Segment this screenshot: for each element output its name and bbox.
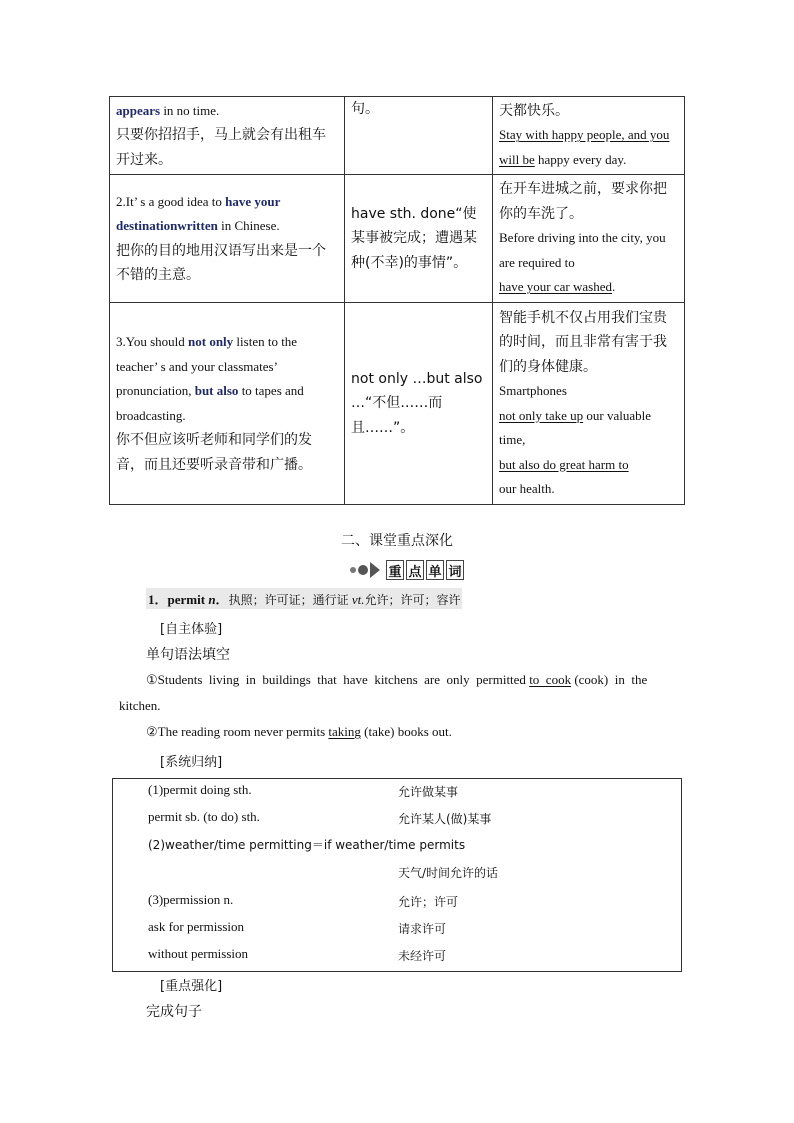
table-cell: appears in no time. 只要你招招手，马上就会有出租车开过来。 [110,97,345,175]
summary-cn: 允许做某事 [398,785,459,799]
summary-cn: 未经许可 [398,949,447,963]
system-summary-label: [系统归纳] [160,755,223,770]
summary-cn: 天气/时间允许的话 [398,866,499,880]
banner-char: 点 [406,560,424,580]
key-words-banner [350,558,464,582]
entry-heading: 1．permit n．执照；许可证；通行证 vt.允许；许可；容许 [146,588,462,609]
table-cell: not only …but also …“不但……而且……”。 [345,303,493,505]
table-row [110,303,685,505]
answer: taking [328,724,361,739]
strengthen-label: [重点强化] [160,979,223,994]
vocab-table [109,96,685,505]
self-experience-label: [自主体验] [160,622,223,637]
summary-en: (3)permission n. [148,892,234,907]
question-2: ②The reading room never permits taking (take) books out. [146,724,452,739]
keyword: but also [194,383,239,398]
summary-cn: 允许；许可 [398,895,459,909]
dot-icon [350,567,356,573]
dot-icon [358,565,368,575]
banner-char: 词 [446,560,464,580]
table-cell: have sth. done“使某事被完成；遭遇某种(不幸)的事情”。 [345,175,493,303]
summary-en: without permission [148,946,249,961]
summary-en: (2)weather/time permitting＝if weather/time permits [148,838,466,852]
table-row [110,175,685,303]
entry-word: permit [167,592,206,607]
summary-en: ask for permission [148,919,245,934]
summary-en: permit sb. (to do) sth. [148,809,260,824]
summary-box [112,778,682,972]
table-cell: 在开车进城之前，要求你把你的车洗了。 Before driving into the city, you are required to have your car washed. [493,175,685,303]
complete-sentences-title: 完成句子 [146,1004,202,1020]
answer: to cook [529,672,572,687]
section-title: 二、课堂重点深化 [341,533,453,549]
question-1-cont: kitchen. [119,698,161,713]
banner-char: 重 [386,560,404,580]
keyword: appears [116,102,161,118]
arrow-icon [370,562,380,578]
table-cell: 句。 [345,97,493,175]
table-cell: 2.It’ s a good idea to have your destinationwritten in Chinese. 把你的目的地用汉语写出来是一个不错的主意。 [110,175,345,303]
table-cell: 智能手机不仅占用我们宝贵的时间，而且非常有害于我们的身体健康。 Smartphones not only take up our valuable time, but also do great harm to our health. [493,303,685,505]
table-cell: 3.You should not only listen to the teacher’ s and your classmates’ pronunciation, but also to tapes and broadcasting. 你不但应该听老师和同学们的发音，而且还要听录音带和广播。 [110,303,345,505]
keyword: not only [188,334,234,349]
summary-en: (1)permit doing sth. [148,782,252,797]
table-cell: 天都快乐。 Stay with happy people, and you will be happy every day. [493,97,685,175]
keyword: have your destinationwritten [116,193,281,233]
banner-char: 单 [426,560,444,580]
table-row [110,97,685,175]
question-1: ①Students living in buildings that have kitchens are only permitted to cook (cook) in the [146,672,648,687]
summary-cn: 请求许可 [398,922,447,936]
summary-cn: 允许某人(做)某事 [398,812,492,826]
fill-title: 单句语法填空 [146,647,230,663]
